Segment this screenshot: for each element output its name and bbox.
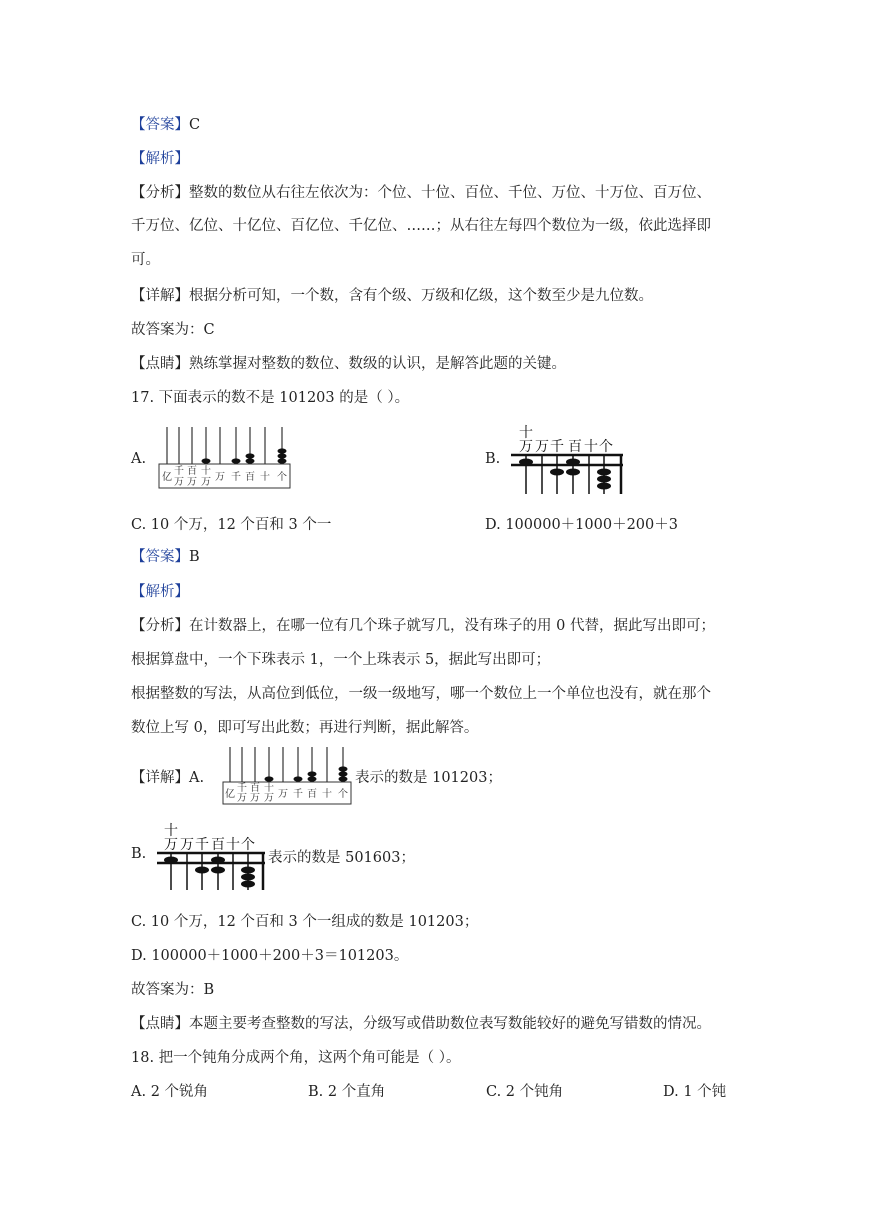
option-b-label: B. (485, 451, 501, 467)
xiangjie-b-prefix: B. (131, 846, 147, 862)
svg-text:十: 十 (260, 472, 270, 483)
bead (246, 458, 255, 463)
svg-text:个: 个 (599, 439, 613, 455)
analysis-tag: 【解析】 (131, 151, 189, 167)
fenxi-line: 可。 (131, 252, 160, 268)
answer-line-16 (131, 113, 200, 134)
fenxi-line: 千万位、亿位、十亿位、百亿位、千亿位、……；从右往左每四个数位为一级，依此选择即 (131, 218, 711, 234)
svg-text:百: 百 (245, 472, 255, 483)
fenxi-line: 数位上写 0，即可写出此数；再进行判断，据此解答。 (131, 720, 479, 736)
fenxi-tag: 【分析】 (131, 618, 189, 634)
analysis-tag: 【解析】 (131, 584, 189, 600)
dianjing-tag: 【点睛】 (131, 356, 189, 372)
svg-text:万: 万 (535, 439, 549, 455)
svg-text:万: 万 (278, 789, 288, 800)
svg-text:个: 个 (241, 837, 255, 853)
option-c: C. 2 个钝角 (486, 1084, 564, 1100)
counting-frame-figure-small (222, 745, 354, 807)
svg-text:亿: 亿 (162, 472, 172, 483)
svg-text:万: 万 (174, 477, 184, 488)
bead (202, 458, 211, 463)
fenxi-line (131, 614, 715, 635)
option-d: D. 100000＋1000＋200＋3 (485, 517, 678, 533)
svg-text:万: 万 (201, 477, 211, 488)
svg-text:十: 十 (201, 466, 211, 477)
svg-text:百: 百 (250, 783, 260, 794)
option-c: C. 10 个万，12 个百和 3 个一 (131, 517, 332, 533)
bead (278, 448, 287, 453)
svg-text:万: 万 (237, 793, 247, 804)
question-17-stem: 17. 下面表示的数不是 101203 的是（ ）。 (131, 390, 410, 406)
svg-text:亿: 亿 (225, 789, 235, 800)
fenxi-text: 整数的数位从右往左依次为：个位、十位、百位、千位、万位、十万位、百万位、 (189, 185, 711, 201)
svg-text:万: 万 (250, 793, 260, 804)
svg-text:十: 十 (264, 783, 274, 794)
answer-tag: 【答案】 (131, 117, 189, 133)
fenxi-line (131, 181, 711, 202)
fenxi-tag: 【分析】 (131, 185, 189, 201)
bead (232, 458, 241, 463)
bead (519, 459, 533, 466)
xiangjie-text: 根据分析可知，一个数，含有个级、万级和亿级，这个数至少是九位数。 (189, 288, 653, 304)
option-a: A. 2 个锐角 (131, 1084, 209, 1100)
svg-text:千: 千 (237, 783, 247, 794)
svg-text:十: 十 (519, 425, 533, 441)
bead (246, 453, 255, 458)
suanpan-figure-small (155, 822, 270, 892)
bead (597, 476, 611, 483)
xiangjie-tag: 【详解】 (131, 288, 189, 304)
svg-text:万: 万 (215, 472, 225, 483)
xiangjie-c: C. 10 个万，12 个百和 3 个一组成的数是 101203； (131, 914, 479, 930)
bead (566, 469, 580, 476)
svg-text:百: 百 (307, 789, 317, 800)
svg-text:万: 万 (264, 793, 274, 804)
svg-text:个: 个 (338, 789, 348, 800)
xiangjie-a-prefix: A. (189, 770, 205, 786)
dianjing-text: 熟练掌握对整数的数位、数级的认识，是解答此题的关键。 (189, 356, 566, 372)
fenxi-text: 在计数器上，在哪一位有几个珠子就写几，没有珠子的用 0 代替，据此写出即可； (189, 618, 715, 634)
svg-text:十: 十 (322, 789, 332, 800)
bead (550, 469, 564, 476)
fenxi-line: 根据算盘中，一个下珠表示 1，一个上珠表示 5，据此写出即可； (131, 652, 551, 668)
xiangjie-a-suffix: 表示的数是 101203； (355, 770, 502, 786)
bead (278, 453, 287, 458)
bead (278, 458, 287, 463)
svg-text:百: 百 (187, 466, 197, 477)
counting-frame-figure (158, 425, 293, 491)
conclusion: 故答案为：C (131, 322, 215, 338)
svg-text:万: 万 (164, 837, 178, 853)
svg-text:万: 万 (187, 477, 197, 488)
svg-text:百: 百 (568, 439, 582, 455)
dianjing-tag: 【点睛】 (131, 1016, 189, 1032)
bead (597, 469, 611, 476)
svg-text:个: 个 (277, 472, 287, 483)
option-d: D. 1 个钝 (663, 1084, 727, 1100)
svg-text:十: 十 (226, 837, 240, 853)
answer-line-17 (131, 545, 200, 566)
answer-tag: 【答案】 (131, 549, 189, 565)
option-b: B. 2 个直角 (308, 1084, 386, 1100)
svg-text:千: 千 (550, 439, 564, 455)
xiangjie-b-suffix: 表示的数是 501603； (268, 850, 415, 866)
svg-text:千: 千 (231, 472, 241, 483)
xiangjie-a-line (131, 766, 204, 787)
answer-value: C (189, 117, 201, 133)
fenxi-line: 根据整数的写法，从高位到低位，一级一级地写，哪一个数位上一个单位也没有，就在那个 (131, 686, 711, 702)
svg-text:十: 十 (164, 823, 178, 839)
svg-text:万: 万 (180, 837, 194, 853)
question-18-stem: 18. 把一个钝角分成两个角，这两个角可能是（ ）。 (131, 1050, 461, 1066)
svg-text:百: 百 (211, 837, 225, 853)
dianjing-line (131, 1012, 711, 1033)
svg-text:万: 万 (519, 439, 533, 455)
answer-value: B (189, 549, 200, 565)
svg-text:千: 千 (195, 837, 209, 853)
dianjing-text: 本题主要考查整数的写法，分级写或借助数位表写数能较好的避免写错数的情况。 (189, 1016, 711, 1032)
conclusion: 故答案为：B (131, 982, 215, 998)
xiangjie-line (131, 284, 653, 305)
svg-text:千: 千 (293, 789, 303, 800)
suanpan-figure (509, 424, 629, 496)
svg-text:十: 十 (584, 439, 598, 455)
dianjing-line (131, 352, 566, 373)
option-a-label: A. (131, 451, 147, 467)
xiangjie-tag: 【详解】 (131, 770, 189, 786)
bead (566, 459, 580, 466)
bead (597, 483, 611, 490)
xiangjie-d: D. 100000＋1000＋200＋3＝101203。 (131, 948, 409, 964)
svg-text:千: 千 (174, 466, 184, 477)
